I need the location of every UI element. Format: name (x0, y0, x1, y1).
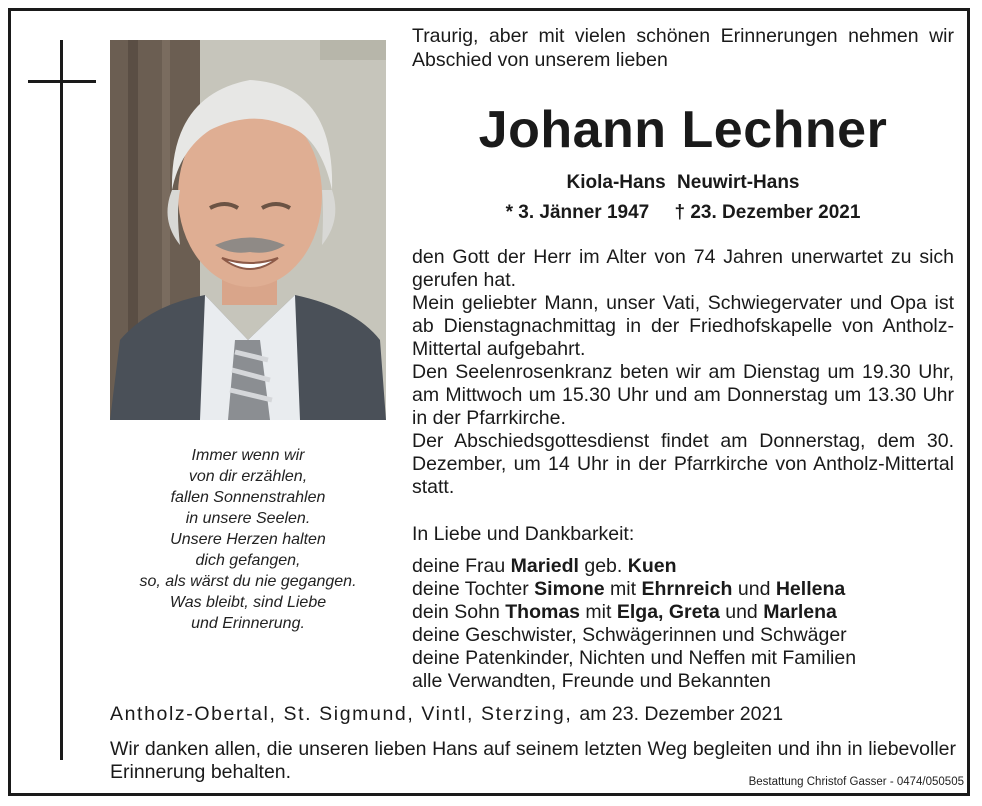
family-heading: In Liebe und Dankbarkeit: (412, 523, 635, 545)
place-date: am 23. Dezember 2021 (579, 703, 784, 725)
deceased-name: Johann Lechner (478, 101, 888, 159)
portrait-photo (110, 40, 386, 420)
nickname: Neuwirt-Hans (677, 172, 800, 193)
family-others: deine Geschwister, Schwägerinnen und Schwäger (412, 624, 847, 646)
place-line (110, 703, 960, 726)
family-list (412, 523, 954, 693)
family-son: dein Sohn Thomas mit Elga, Greta und Marlena (412, 601, 837, 623)
undertaker-info: Bestattung Christof Gasser - 0474/050505 (748, 776, 964, 788)
notice-paragraph: Mein geliebter Mann, unser Vati, Schwiegervater und Opa ist ab Dienstagnachmittag in der Friedhofskapelle von Antholz-Mittertal aufgebahrt. (412, 292, 954, 360)
poem-line: Was bleibt, sind Liebe (169, 594, 327, 611)
family-wife: deine Frau Mariedl geb. Kuen (412, 555, 677, 577)
nicknames (412, 172, 954, 194)
poem-line: Unsere Herzen halten (170, 531, 326, 548)
birth-date: * 3. Jänner 1947 (505, 202, 650, 223)
memorial-poem (110, 445, 386, 634)
poem-line: Immer wenn wir (191, 447, 305, 464)
poem-line: in unsere Seelen. (185, 510, 311, 527)
poem-line: so, als wärst du nie gegangen. (139, 573, 357, 590)
notice-paragraph: den Gott der Herr im Alter von 74 Jahren unerwartet zu sich gerufen hat. (412, 246, 954, 291)
poem-line: von dir erzählen, (188, 468, 308, 485)
place-names: Antholz-Obertal, St. Sigmund, Vintl, Sterzing, (110, 703, 573, 725)
family-daughter: deine Tochter Simone mit Ehrnreich und Hellena (412, 578, 846, 600)
family-others: deine Patenkinder, Nichten und Neffen mit Familien (412, 647, 857, 669)
notice-paragraph: Den Seelenrosenkranz beten wir am Dienstag um 19.30 Uhr, am Mittwoch um 15.30 Uhr und am Donnerstag um 13.30 Uhr in der Pfarrkirche. (412, 361, 954, 429)
thanks-text: Wir danken allen, die unseren lieben Hans auf seinem letzten Weg begleiten und ihn in liebevoller Erinnerung behalten. (110, 738, 956, 783)
poem-line: dich gefangen, (195, 552, 301, 569)
poem-line: fallen Sonnenstrahlen (170, 489, 326, 506)
notice-paragraph: Der Abschiedsgottesdienst findet am Donnerstag, dem 30. Dezember, um 14 Uhr in der Pfarrkirche von Antholz-Mittertal statt. (412, 430, 954, 498)
portrait-illustration (110, 40, 386, 420)
cross-icon (60, 40, 63, 760)
death-date: † 23. Dezember 2021 (674, 202, 861, 223)
poem-line: und Erinnerung. (191, 615, 305, 632)
cross-icon-bar (28, 80, 96, 83)
nickname: Kiola-Hans (566, 172, 666, 193)
life-dates (412, 202, 954, 224)
family-others: alle Verwandten, Freunde und Bekannten (412, 670, 771, 692)
intro-text: Traurig, aber mit vielen schönen Erinnerungen nehmen wir Abschied von unserem lieben (412, 25, 954, 71)
